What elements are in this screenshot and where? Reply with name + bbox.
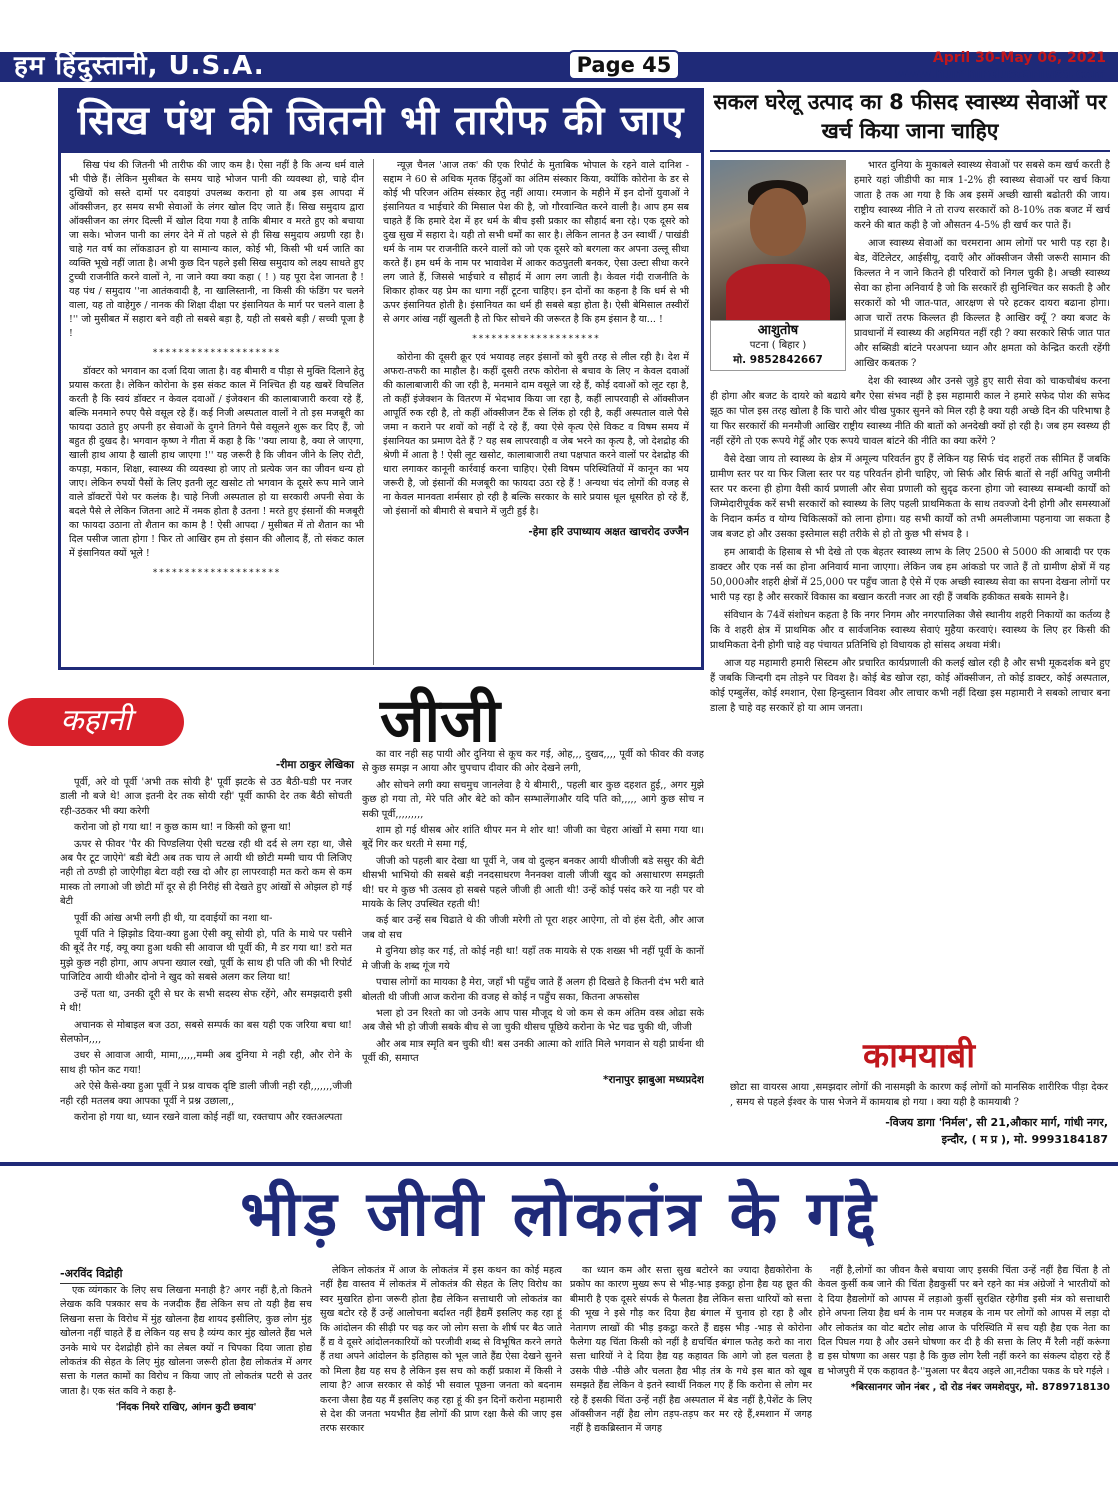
success-box: [730, 1036, 1108, 1160]
author-photo-block: [710, 160, 846, 371]
story-author: -रीमा ठाकुर लेखिका: [275, 759, 354, 771]
story-paragraph: उधर से आवाज आयी, मामा,,,,,,मम्मी अब दुनिया मे नही रही, और रोने के साथ ही फोन कट गया!: [60, 1050, 352, 1076]
story-paragraph: अचानक से मोबाइल बज उठा, सबसे सम्पर्क का बस यही एक जरिया बचा था! सेलफोन,,,,: [60, 1019, 352, 1045]
story-paragraph: अरे ऐसे कैसे-क्या हुआ पूर्वी ने प्रश्न वाचक दृष्टि डाली जीजी नही रही,,,,,,,जीजी नही रही मतलब क्या आपका पूर्वी ने प्रश्न उछाला,,: [60, 1081, 352, 1107]
sikh-article: [58, 88, 704, 670]
story-paragraph: शाम हो गई थीसब ओर शांति थीपर मन मे शोर था! जीजी का चेहरा आंखों मे समा गया था। बूदें गिर कर धरती मे समा गई,: [362, 825, 704, 851]
story-column-right: [362, 748, 704, 1160]
democracy-paragraph: का ध्यान कम और सत्ता सुख बटोरने का ज्यादा हैद्यकोरोना के प्रकोप का कारण मुख्य रूप से भीड़-भाड़ इकट्ठा होना हैद्य यह छूत की बीमारी है एक दूसरे संपर्क से फैलता हैद्य लेकिन सत्ता धारियों को सत्ता की भूख ने इसे गौड़ कर दिया हैद्य बंगाल में चुनाव हो रहा है और नेतागण लाखों की भीड़ इकट्ठा करते हैं द्यइस भीड़ -भाड़ से कोरोना फैलेगा यह चिंता किसी को नहीं है द्यचर्चित बंगाल फतेह करो का नारा सत्ता धारियों ने दे दिया हैद्य यह कहावत कि आगे जो हल चलता है उसके पीछे -पीछे और चलता हैद्य भीड़ तंत्र के गधे इस बात को खूब समझते हैंद्य लेकिन वे इतने स्वार्थी निकल गए हैं कि करोना से लोग मर रहे हैं इसकी चिंता उन्हें नहीं हैद्य अस्पताल में बेड नहीं है,पेशेंट के लिए ऑक्सीजन नहीं हैद्य लोग तड़प-तड़प कर मर रहे हैं,श्मशान में जगह नहीं है द्यकब्रिस्तान में जगह: [570, 1265, 812, 1435]
health-paragraph: वैसे देखा जाय तो स्वास्थ्य के क्षेत्र में अमूल्य परिवर्तन हुए हैं लेकिन यह सिर्फ चंद शहरों तक सीमित हैं जबकि ग्रामीण स्तर पर या फिर जिला स्तर पर यह परिवर्तन होनी चाहिए, जो सिर्फ और सिर्फ बातों से नहीं अपितु जमीनी स्तर पर करना ही होगा वैसी कार्य प्रणाली और सेवा प्रणाली को सुदृढ करना होगा जो स्वास्थ्य सम्बन्धी कार्यों को जिम्मेदारीपूर्वक करें सभी सरकारों को स्वास्थ्य के लिए पहली प्राथमिकता के साथ तवज्जो देनी होगी और समस्याओं के निदान कर्मठ व योग्य चिकित्सकों को लाना होगा। यह सभी कार्यों को तभी अमलीजामा पहनाया जा सकता है जब बजट हो और उसका इस्तेमाल सही तरीके से हो तो कुछ भी संभव है ।: [710, 454, 1110, 540]
story-tag-badge: कहानी: [8, 698, 184, 746]
health-paragraph: संविधान के 74वें संशोधन कहता है कि नगर निगम और नगरपालिका जैसे स्थानीय शहरी निकायों का कर्तव्य है कि वे शहरी क्षेत्र में प्राथमिक और व सार्वजनिक स्वास्थ्य सेवाएं मुहैया करवाएं। स्वास्थ्य के लिए हर किसी की प्राथमिकता देनी होगी चाहे वह पंचायत प्रतिनिधि हो विधायक हो सांसद अथवा मंत्री।: [710, 610, 1110, 651]
story-paragraph: ऊपर से फीवर 'पैर की पिण्डलिया ऐसी चटख रही थी दर्द से लग रहा था, जैसे अब पैर टूट जाऐगे' बडी बेटी अब तक चाय ले आयी थी छोटी मम्मी चाय पी लिजिए नही तो ठण्डी हो जाऐगीहा बेटा वही रख दो और हा लापरवाही मत करो कम से कम मास्क तो लगाओ जी छोटी माँ दूर से ही निरीहं सी देखते हुए आंखों से ओझल हो गई बेटी: [60, 838, 352, 908]
story-paragraph: मे दुनिया छोड़ कर गई, तो कोई नही था! यहाँ तक मायके से एक शख्स भी नहीं पूर्वी के कानों मे जीजी के शब्द गूंज गये: [362, 946, 704, 972]
author-name: आशुतोष: [757, 323, 799, 338]
democracy-paragraph: लेकिन लोकतंत्र में आज के लोकतंत्र में इस कथन का कोई महत्व नहीं हैद्य वास्तव में लोकतंत्र में लोकतंत्र की सेहत के लिए विरोध का स्वर मुखरित होना जरूरी होता हैद्य लेकिन सत्ताधारी जो लोकतंत्र का सुख बटोर रहे हैं उन्हें आलोचना बर्दाश्त नहीं हैद्यमैं इसलिए कह रहा हूं कि आंदोलन की सीढ़ी पर चढ़ कर जो लोग सत्ता के शीर्ष पर बैठ जाते हैं द्य वे दूसरे आंदोलनकारियों को परजीवी शब्द से विभूषित करने लगते हैं तथा अपने आंदोलन के इतिहास को भूल जाते हैंद्य ऐसा देखने सुनने को मिला हैद्य यह सच है लेकिन इस सच को कहीं प्रकाश में किसी ने लाया है? आज सरकार से कोई भी सवाल पूछना जनता को बदनाम करना जैसा हैद्य यह मैं इसलिए कह रहा हूं की इन दिनों करोना महामारी से देश की जनता भयभीत हैद्य लोगों की प्राण रक्षा कैसे की जाए इस तरफ सरकार: [320, 1265, 562, 1435]
page-number: Page 45: [568, 50, 680, 80]
sikh-byline: -हेमा हरि उपाध्याय अक्षत खाचरोद उज्जैन: [528, 526, 689, 538]
sikh-columns: [61, 153, 701, 665]
sikh-paragraph: कोरोना की दूसरी क्रूर एवं भयावह लहर इंसानों को बुरी तरह से लील रही है। देश में अफरा-तफरी का माहौल है। कहीं दूसरी तरफ कोरोना से बचाव के लिए न केवल दवाओं की कालाबाजारी की जा रही है, मनमाने दाम वसूले जा रहे हैं, कोई दवाओं को लूट रहा है, तो कहीं इंजेक्शन के वितरण में भेदभाव किया जा रहा है, कहीं लापरवाही से ऑक्सीजन आपूर्ति रुक रही है, तो कहीं ऑक्सीजन टैंक से लिंक हो रही है, कहीं अस्पताल वाले पैसे जमा न कराने पर शवों को नहीं दे रहे हैं, क्या ऐसे कृत्य ऐसे विकट व विषम समय में इंसानियत का प्रमाण देते हैं ? यह सब लापरवाही व जेब भरने का कृत्य है, जो देशद्रोह की श्रेणी में आता है ! ऐसी लूट खसोट, कालाबाजारी तथा पक्षपात करने वालों पर देशद्रोह की धारा लगाकर कानूनी कार्रवाई करना चाहिए। ऐसी विषम परिस्थितियों में कानून का भय जरूरी है, जो इंसानों की मजबूरी का फायदा उठा रहे हैं ! अन्यथा चंद लोगों की वजह से ना केवल मानवता शर्मसार हो रही है बल्कि सरकार के सारे प्रयास धूल धूसरित हो रहे हैं, जो इंसानों को बीमारी से बचाने में जुटी हुई है।: [383, 352, 689, 517]
paper-name: हम हिंदुस्तानी, U.S.A.: [14, 51, 265, 81]
story-paragraph: पूर्वी की आंख अभी लगी ही थी, या दवाईयों का नशा था-: [74, 912, 273, 924]
story-paragraph: का वार नही सह पायी और दुनिया से कूच कर गई, ओह,,, दुखद,,,, पूर्वी को फीवर की वजह से कुछ समझ न आया और चुपचाप दीवार की ओर देखने लगी,: [362, 749, 704, 775]
democracy-paragraph: एक व्यंगकार के लिए सच लिखना मनाही है? अगर नहीं है,तो कितने लेखक कवि पत्रकार सच के नजदीक हैंद्य लेकिन सच तो यही हैद्य सच लिखना सत्ता के विरोध में मुंह खोलना हैद्य शायद इसीलिए, कुछ लोग मुंह खोलना नहीं चाहते हैं द्य लेकिन यह सच है व्यंग्य कार मुंह खोलते हैंद्य भले उनके माथे पर देशद्रोही होने का लेबल क्यों न चिपका दिया जाता होद्य लोकतंत्र की सेहत के लिए मुंह खोलना जरूरी होता हैद्य लोकतंत्र में अगर सत्ता के गलत कामों का विरोध न किया जाए तो लोकतंत्र पटरी से उतर जाता है। एक संत कवि ने कहा है-: [60, 1285, 312, 1397]
health-article: [710, 88, 1110, 898]
health-paragraph: आज यह महामारी हमारी सिस्टम और प्रचारित कार्यप्रणाली की कलई खोल रही है और सभी मूकदर्शक बने हुए हैं जबकि जिन्दगी दम तोड़ने पर विवश है। कोई बेड खोज रहा, कोई ऑक्सीजन, तो कोई डाक्टर, कोई अस्पताल, कोई एम्बुलेंस, कोई श्मशान, ऐसा हिन्दुस्तान विवश और लाचार कभी नहीं दिखा इस महामारी ने सबको लाचार बना डाला है चाहे वह सरकारें हो या आम जनता।: [710, 658, 1110, 714]
story-paragraph: और अब मात्र स्मृति बन चुकी थी! बस उनकी आत्मा को शांति मिले भगवान से यही प्रार्थना थी पूर्वी की, समाप्त: [362, 1038, 704, 1065]
success-heading: कामयाबी: [863, 1036, 975, 1076]
story-column-left: [60, 776, 352, 1160]
author-mobile: मो. 9852842667: [733, 354, 823, 366]
masthead: [0, 0, 1118, 84]
democracy-quote: 'निंदक नियरे राखिए, आंगन कुटी छवाय': [115, 1402, 257, 1414]
story-paragraph: कई बार उन्हें सब चिढाते थे की जीजी मरेगी तो पूरा शहर आऐगा, तो वो हंस देती, और आज जब वो सच: [362, 915, 704, 941]
democracy-author: -अरविंद विद्रोही: [60, 1266, 122, 1284]
story-paragraph: करोना जो हो गया था! न कुछ काम था! न किसी को छूना था!: [74, 822, 292, 834]
health-body: [710, 152, 1110, 716]
democracy-byline: *बिरसानगर जोन नंबर , दो रोड नंबर जमशेदपुर, मो. 8789718130: [850, 1382, 1110, 1394]
success-byline: [730, 1114, 1108, 1148]
story-paragraph: करोना हो गया था, ध्यान रखने वाला कोई नहीं था, रक्तचाप और रक्तअल्पता: [74, 1111, 343, 1123]
photo-face-shape: [750, 188, 806, 256]
site-url[interactable]: www.humhindustaniusa.com: [894, 67, 1106, 82]
story-paragraph: उन्हें पता था, उनकी दूरी से घर के सभी सदस्य सेफ रहेंगे, और समझदारी इसी मे थी!: [60, 988, 352, 1015]
democracy-paragraph: नहीं है,लोगों का जीवन कैसे बचाया जाए इसकी चिंता उन्हें नहीं हैद्य चिंता है तो केवल कुर्सी कब जाने की चिंता हैद्यकुर्सी पर बने रहने का मंत्र अंग्रेजों ने भारतीयों को दे दिया हैद्यलोगों को आपस में लड़ाओ कुर्सी सुरक्षित रहेगीद्य इसी मंत्र को सत्ताधारी होने अपना लिया हैद्य धर्म के नाम पर मजहब के नाम पर लोगों को आपस में लड़ा दो और लोकतंत्र का वोट बटोर लोद्य आज के परिस्थिति में सच यही हैद्य एक नेता का दिल पिघल गया है और उसने घोषणा कर दी है की सत्ता के लिए मैं रैली नहीं करूंगा द्य इस घोषणा का असर पड़ा है कि कुछ लोग रैली नहीं करने का संकल्प दोहरा रहे हैं द्य भोजपुरी में एक कहावत है-''मुअला पर बैदय अइले आ,नटीका पकड के घरे गईले ।: [818, 1265, 1110, 1377]
photo-caption: [710, 320, 846, 371]
author-photo: [710, 160, 846, 320]
story-paragraph: पूर्वी, अरे वो पूर्वी 'अभी तक सोयी है' पूर्वी झटके से उठ बैठी-घडी पर नजर डाली नौ बजे थे! आज इतनी देर तक सोयी रही' पूर्वी काफी देर तक बैठी सोचती रही-उठकर भी क्या करेगी: [60, 777, 352, 817]
sikh-paragraph: न्यूज़ चैनल 'आज तक' की एक रिपोर्ट के मुताबिक भोपाल के रहने वाले दानिश - सद्दाम ने 60 से अधिक मृतक हिंदुओं का अंतिम संस्कार किया, क्योंकि कोरोना के डर से कोई भी परिजन अंतिम संस्कार हेतु नहीं आया। रमजान के महीने में इन दोनों युवाओं ने इंसानियत व भाईचारे की मिसाल पेश की है, जो गौरवान्वित करने वाली है। आप हम सब चाहते हैं कि हमारे देश में हर धर्म के बीच इसी प्रकार का सौहार्द बना रहे। एक दूसरे को दुख सुख में सहारा दे। यही तो सभी धर्मों का सार है। लेकिन लानत है उन स्वार्थी / पाखंडी धर्म के नाम पर राजनीति करने वालों को जो एक दूसरे को बरगला कर अपना उल्लू सीधा करते हैं। हम धर्म के नाम पर भावावेश में आकर कठपुतली बनकर, ऐसा उल्टा सीधा करने लग जाते हैं, जिससे भाईचारे व सौहार्द में आग लग जाती है। केवल गंदी राजनीति के शिकार होकर यह प्रेम का धागा नहीं टूटना चाहिए। इन दोनों का कहना है कि धर्म से भी ऊपर इंसानियत होती है। इंसानियत का धर्म ही सबसे बड़ा होता है। ऐसी बेमिसाल तस्वीरों से अगर आंख नहीं खुलती है तो फिर सोचने की जरूरत है कि हम इंसान है या... !: [383, 160, 689, 325]
success-body: छोटा सा वायरस आया ,समझदार लोगों की नासमझी के कारण कई लोगों को मानसिक शारीरिक पीड़ा देकर , समय से पहले ईश्वर के पास भेजने में कामयाब हो गया । क्या यही है कामयाबी ?: [730, 1082, 1108, 1108]
issue-date: April 30-May 06, 2021: [932, 50, 1106, 66]
story-paragraph: पूर्वी पति ने झिझोड दिया-क्या हुआ ऐसी क्यू सोयी हो, पति के माथे पर पसीने की बूदें तैर गई, क्यू क्या हुआ थकी सी आवाज थी पूर्वी की, मै डर गया था! डरो मत मुझे कुछ नही होगा, आप अपना ख्याल रखो, पूर्वी के साथ ही पति जी की भी रिपोर्ट पाजिटिव आयी थीऔर दोनो ने खुद को सबसे अलग कर लिया था!: [60, 929, 352, 984]
sikh-headline: सिख पंथ की जितनी भी तारीफ की जाए कम है: [61, 91, 701, 153]
democracy-column-2: [320, 1264, 562, 1480]
photo-body-shape: [726, 264, 830, 320]
sikh-column-right: [374, 159, 689, 665]
democracy-header: [0, 1162, 1118, 1260]
sikh-paragraph: सिख पंथ की जितनी भी तारीफ की जाए कम है। ऐसा नहीं है कि अन्य धर्म वाले भी पीछे हैं। लेकिन मुसीबत के समय चाहे भोजन पानी की व्यवस्था हो, चाहे दीन दुखियों को सस्ते दामों पर दवाइयां उपलब्ध कराना हो या अब इस आपदा में ऑक्सीजन, हर समय सभी सेवाओं के लंगर खोल दिए जाते हैं। सिख समुदाय द्वारा ऑक्सीजन का लंगर दिल्ली में खोल दिया गया है ताकि बीमार व मरते हुए को बचाया जा सके। भोजन पानी का लंगर देने में तो पहले से ही सिख समुदाय अग्रणी रहा है। चाहे गत वर्ष का लॉकडाउन हो या सामान्य काल, कोई भी, किसी भी धर्म जाति का व्यक्ति भूखे नहीं जाता है। अभी कुछ दिन पहले इसी सिख समुदाय को लक्ष्य साधते हुए टुच्ची राजनीति करने वालों ने, ना जाने क्या क्या कहा ( ! ) यह पूरा देश जानता है ! यह पंथ / समुदाय ''ना आतंकवादी है, ना खालिस्तानी, ना किसी की फंडिंग पर चलने वाला, यह तो वाहेगुरु / नानक की शिक्षा दीक्षा पर इंसानियत के मार्ग पर चलने वाला है !'' जो मुसीबत में सहारा बने वही तो सबसे बड़ा है, यही तो सबसे बड़ी / सच्ची पूजा है !: [69, 160, 364, 339]
story-byline: *रानापुर झाबुआ मध्यप्रदेश: [602, 1073, 704, 1086]
democracy-column-4: [818, 1264, 1110, 1480]
health-paragraph: आज स्वास्थ्य सेवाओं का चरमराना आम लोगों पर भारी पड़ रहा है। बेड, वेंटिलेटर, आईसीयू, दवाएँ और ऑक्सीजन जैसी जरूरी सामान की किल्लत ने न जाने कितने ही परिवारों को निगल चुकी है। अच्छी स्वास्थ्य सेवा का होना अनिवार्य है जो कि सरकारें ही सुनिश्चित कर सकती है और सरकारों को भी जात-पात, आरक्षण से परे हटकर दायरा बढाना होगा। आज चारों तरफ किल्लत ही किल्लत है आखिर क्यूँ ? क्या बजट के प्रावधानों में स्वास्थ्य की अहमियत नहीं रही ? क्या सरकारे सिर्फ जात पात और सब्सिडी बांटने परअपना ध्यान और क्षमता को केन्द्रित करती रहेंगी आखिर कबतक ?: [854, 238, 1110, 369]
story-paragraph: पचास लोगों का मायका है मेरा, जहाँ भी पहुँच जाते हैं अलग ही दिखते है कितनी दंभ भरी बाते बोलती थी जीजी आज करोना की वजह से कोई न पहुँच सका, कितना अफसोस: [362, 977, 704, 1003]
success-byline-line: इन्दौर, ( म प्र ), मो. 9993184187: [941, 1133, 1108, 1146]
separator-stars: ********************: [152, 568, 281, 578]
health-paragraph: भारत दुनिया के मुकाबले स्वास्थ्य सेवाओं पर सबसे कम खर्च करती है हमारे यहां जीडीपी का मात्र 1-2% ही स्वास्थ्य सेवाओं पर खर्च किया जाता है तक आ गया है कि अब इसमें अच्छी खासी बढोतरी की जाय। राष्ट्रीय स्वास्थ्य नीति ने तो राज्य सरकारों को 8-10% तक बजट में खर्च करने की बात कही है जो औसतन 4-5% ही खर्च कर पाते हैं।: [854, 160, 1110, 231]
health-paragraph: देश की स्वास्थ्य और उनसे जुड़े हुए सारी सेवा को चाकचौबंध करना ही होगा और बजट के दायरे को बढाये बगैर ऐसा संभव नहीं है इस महामारी काल ने हमारे सफेद पोश की सफेद झूठ का पोल इस तरह खोला है कि चारो ओर चीख पुकार सुनने को मिल रही है क्या यही अच्छे दिन की परिभाषा है या फिर सरकारों की मनमौजी आखिर राष्ट्रीय स्वास्थ्य नीति की बातों को अनदेखी क्यों हो रही है। जब हम स्वस्थ्य ही नहीं रहेंगे तो एक रूपये गेहूँ और एक रूपये चावल बांटने की नीति का क्या करेंगे ?: [710, 376, 1110, 447]
sikh-paragraph: डॉक्टर को भगवान का दर्जा दिया जाता है। वह बीमारी व पीड़ा से मुक्ति दिलाने हेतु प्रयास करता है। लेकिन कोरोना के इस संकट काल में निश्चित ही यह खबरें विचलित करती है कि स्वयं डॉक्टर न केवल दवाओं / इंजेक्शन की कालाबाजारी करवा रहे हैं, बल्कि मनमाने रुपए पैसे वसूल रहे हैं। कई निजी अस्पताल वालों ने तो इस मजबूरी का फायदा उठाते हुए अपनी हर सेवाओं के दुगने तिगने पैसे वसूलने शुरू कर दिए हैं, जो बहुत ही दुखद है। भगवान कृष्ण ने गीता में कहा है कि ''क्या लाया है, क्या ले जाएगा, खाली हाथ आया है खाली हाथ जाएगा !'' यह जरूरी है कि जीवन जीने के लिए रोटी, कपड़ा, मकान, शिक्षा, स्वास्थ्य की व्यवस्था हो जाए तो प्रत्येक जन का जीवन धन्य हो जाए। लेकिन रुपयों पैसों के लिए इतनी लूट खसोट तो भगवान के दूसरे रूप माने जाने वाले डॉक्टरों पेशे पर कलंक है। चाहे निजी अस्पताल हो या सरकारी अपनी सेवा के बदले पैसे ले लेकिन जितना आटे में नमक होता है उतना ! मरते हुए इंसानों की मजबूरी का फायदा उठाना तो शैतान का काम है ! ऐसी आपदा / मुसीबत में तो शैतान का भी दिल पसीज जाता होगा ! फिर तो आखिर हम तो इंसान की औलाद हैं, तो संकट काल में इंसानियत क्यों भूले !: [69, 366, 364, 559]
separator-stars: ********************: [471, 334, 601, 344]
success-byline-line: -विजय डागा 'निर्मल', सी 21,औकार मार्ग, गांधी नगर,: [885, 1116, 1108, 1129]
story-paragraph: भला हो उन रिश्तो का जो उनके आप पास मौजूद थे जो कम से कम अंतिम वस्त्र ओढा सके अब जैसे भी हो जीजी सबके बीच से जा चुकी थीसच पूछिये करोना के भेट चढ चुकी थी, जीजी: [362, 1007, 704, 1034]
sikh-column-left: [69, 159, 374, 665]
democracy-column-1: [60, 1284, 312, 1480]
health-paragraph: हम आबादी के हिसाब से भी देखे तो एक बेहतर स्वास्थ्य लाभ के लिए 2500 से 5000 की आबादी पर एक डाक्टर और एक नर्स का होना अनिवार्य माना जाएगा। लेकिन जब हम आंकडो पर जाते हैं तो ग्रामीण क्षेत्रों में यह 50,000और शहरी क्षेत्रों में 25,000 पर पहुँच जाता है ऐसे में एक अच्छी स्वास्थ्य सेवा का सपना देखना लोगों पर भारी पड़ रहा है और सरकारें विकास का बखान करती नजर आ रही हैं जबकि हकीकत सबके सामने है।: [710, 547, 1110, 603]
story-title: जीजी: [379, 686, 501, 756]
author-city: पटना ( बिहार ): [749, 340, 807, 351]
story-paragraph: जीजी को पहली बार देखा था पूर्वी ने, जब वो दुल्हन बनकर आयी थीजीजी बडे ससुर की बेटी थीसभी भाभियो की सबसे बड़ी ननदसाधरण नैननक्श वाली जीजी खुद को असाधारण समझती थी! घर मे कुछ भी उत्सव हो सबसे पहले जीजी ही आती थी! उन्हें कोई पसंद करे या नही पर वो मायके के लिए उपस्थित रहती थी!: [362, 855, 704, 911]
health-title: सकल घरेलू उत्पाद का 8 फीसद स्वास्थ्य सेवाओं पर खर्च किया जाना चाहिए: [710, 88, 1110, 152]
separator-stars: ********************: [152, 348, 281, 358]
democracy-title: भीड़ जीवी लोकतंत्र के गद्दे: [240, 1177, 880, 1250]
story-paragraph: और सोचने लगी क्या सचमुच जानलेवा है ये बीमारी,, पहली बार कुछ दहशत हुई,, अगर मुझे कुछ हो गया तो, मेरे पति और बेटे को कौन सम्भालेंगाऔर यदि पति को,,,,, आगे कुछ सोच न सकी पूर्वी,,,,,,,,,: [362, 779, 704, 820]
democracy-column-3: [570, 1264, 812, 1480]
